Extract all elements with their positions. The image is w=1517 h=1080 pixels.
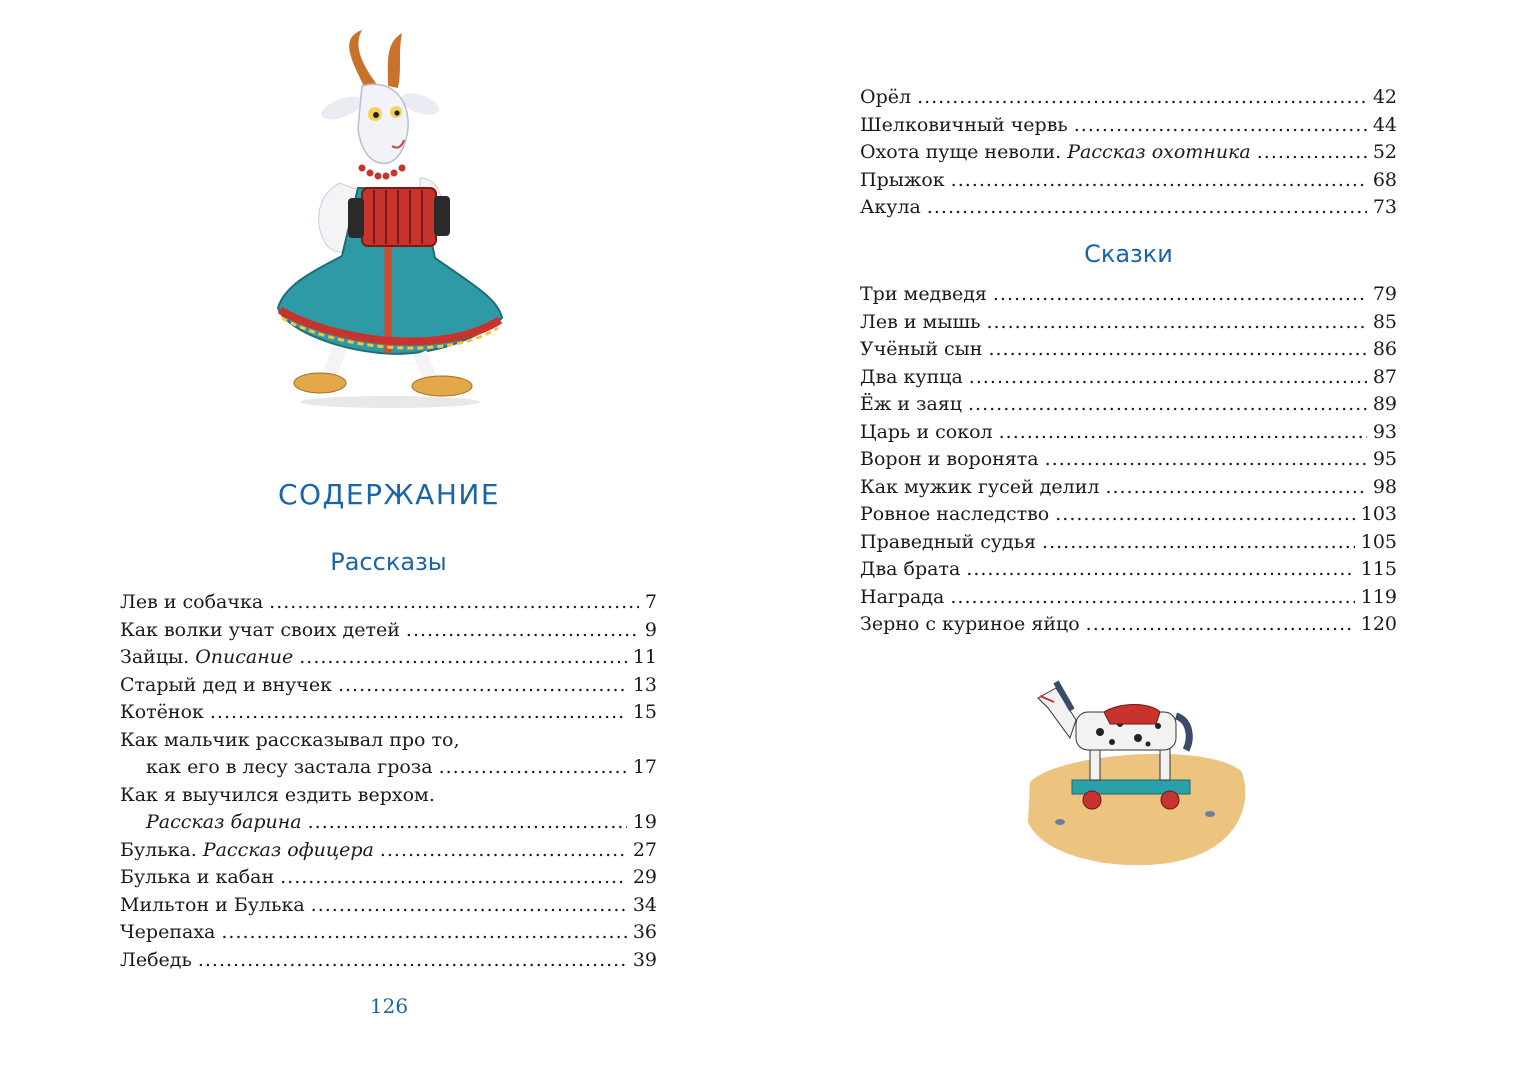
goat-accordion-illustration — [270, 28, 520, 418]
toc-page-number: 87 — [1372, 365, 1397, 388]
toc-entry[interactable]: Царь и сокол ..... 93 — [860, 419, 1397, 447]
toc-entry[interactable]: Два брата ..... 115 — [860, 556, 1397, 584]
toc-entry[interactable]: Прыжок ..... 68 — [860, 167, 1397, 195]
toc-page-number: 120 — [1360, 613, 1397, 635]
toc-page-number: 93 — [1372, 420, 1397, 443]
toc-page-number: 98 — [1372, 475, 1397, 498]
toc-entry[interactable]: Лебедь ..... 39 — [120, 947, 657, 975]
toc-entry[interactable]: Два купца ..... 87 — [860, 364, 1397, 392]
toc-entry[interactable]: Три медведя ..... 79 — [860, 281, 1397, 309]
toc-subtitle: Рассказ охотника — [1067, 141, 1251, 163]
toc-page-number: 79 — [1372, 283, 1397, 305]
toc-entry[interactable]: Черепаха ..... 36 — [120, 919, 657, 947]
toc-entry[interactable]: Учёный сын ..... 86 — [860, 336, 1397, 364]
toc-page-number: 7 — [644, 591, 657, 613]
toc-page-number: 11 — [632, 646, 657, 668]
toc-page-number: 119 — [1360, 585, 1397, 608]
toc-page-number: 17 — [632, 756, 657, 778]
toc-entry-line1[interactable]: Как я выучился ездить верхом. — [120, 783, 435, 806]
toc-entry[interactable]: Зерно с куриное яйцо ..... 120 — [860, 611, 1397, 639]
toc-page-number: 115 — [1360, 558, 1397, 580]
toc-page-number: 15 — [632, 701, 657, 723]
toc-entry[interactable]: Котёнок ..... 15 — [120, 699, 657, 727]
toc-page-number: 42 — [1372, 86, 1397, 108]
toc-entry-line2[interactable]: как его в лесу застала гроза ..... 17 — [120, 754, 657, 782]
toc-list-stories-continued — [860, 84, 1397, 222]
toc-page-number: 105 — [1360, 530, 1397, 553]
toc-list-tales — [860, 281, 1397, 639]
section-heading-tales: Сказки — [1084, 240, 1173, 268]
toc-page-number: 52 — [1372, 141, 1397, 163]
toc-entry[interactable]: Награда ..... 119 — [860, 584, 1397, 612]
toc-subtitle: Описание — [195, 646, 294, 668]
toc-entry[interactable]: Лев и мышь ..... 85 — [860, 309, 1397, 337]
toc-page-number: 39 — [632, 948, 657, 971]
toc-entry[interactable]: Как мужик гусей делил ..... 98 — [860, 474, 1397, 502]
toc-page-number: 103 — [1360, 503, 1397, 525]
toc-entry[interactable]: Старый дед и внучек ..... 13 — [120, 672, 657, 700]
toc-entry[interactable]: Лев и собачка ..... 7 — [120, 589, 657, 617]
toc-subtitle: Рассказ офицера — [202, 838, 374, 861]
toc-entry[interactable]: Охота пуще неволи. Рассказ охотника ..... 52 — [860, 139, 1397, 167]
toc-entry[interactable]: Булька. Рассказ офицера ..... 27 — [120, 837, 657, 865]
toc-page-number: 68 — [1372, 168, 1397, 191]
toc-entry[interactable]: Праведный судья ..... 105 — [860, 529, 1397, 557]
toy-horse-illustration — [1020, 672, 1250, 872]
contents-heading: СОДЕРЖАНИЕ — [277, 478, 501, 511]
toc-page-number: 73 — [1372, 196, 1397, 218]
toc-page-number: 86 — [1372, 338, 1397, 360]
toc-page-number: 36 — [632, 921, 657, 943]
toc-page-number: 29 — [632, 866, 657, 888]
left-page — [0, 0, 758, 1080]
toc-entry[interactable]: Зайцы. Описание ..... 11 — [120, 644, 657, 672]
toc-page-number: 85 — [1372, 310, 1397, 333]
toc-page-number: 34 — [632, 893, 657, 916]
toc-entry[interactable]: Акула ..... 73 — [860, 194, 1397, 222]
toc-entry[interactable]: Орёл ..... 42 — [860, 84, 1397, 112]
toc-page-number: 19 — [632, 811, 657, 833]
toc-entry[interactable]: Как волки учат своих детей ..... 9 — [120, 617, 657, 645]
section-heading-stories: Рассказы — [330, 548, 447, 576]
toc-entry-line2[interactable] — [120, 809, 657, 837]
toc-entry[interactable]: Мильтон и Булька ..... 34 — [120, 892, 657, 920]
page-number: 126 — [369, 994, 409, 1018]
toc-page-number: 44 — [1372, 113, 1397, 136]
toc-entry[interactable]: Ёж и заяц ..... 89 — [860, 391, 1397, 419]
toc-subtitle: Рассказ барина — [146, 811, 302, 833]
toc-entry-line1[interactable]: Как мальчик рассказывал про то, — [120, 728, 460, 751]
toc-entry[interactable]: Булька и кабан ..... 29 — [120, 864, 657, 892]
toc-page-number: 13 — [632, 673, 657, 696]
toc-entry[interactable]: Шелковичный червь ..... 44 — [860, 112, 1397, 140]
toc-page-number: 9 — [644, 618, 657, 641]
toc-entry[interactable]: Ровное наследство ..... 103 — [860, 501, 1397, 529]
toc-page-number: 27 — [632, 838, 657, 861]
toc-entry[interactable]: Ворон и воронята ..... 95 — [860, 446, 1397, 474]
toc-page-number: 89 — [1372, 393, 1397, 415]
right-page — [758, 0, 1517, 1080]
toc-page-number: 95 — [1372, 448, 1397, 470]
toc-list-stories — [120, 589, 657, 974]
